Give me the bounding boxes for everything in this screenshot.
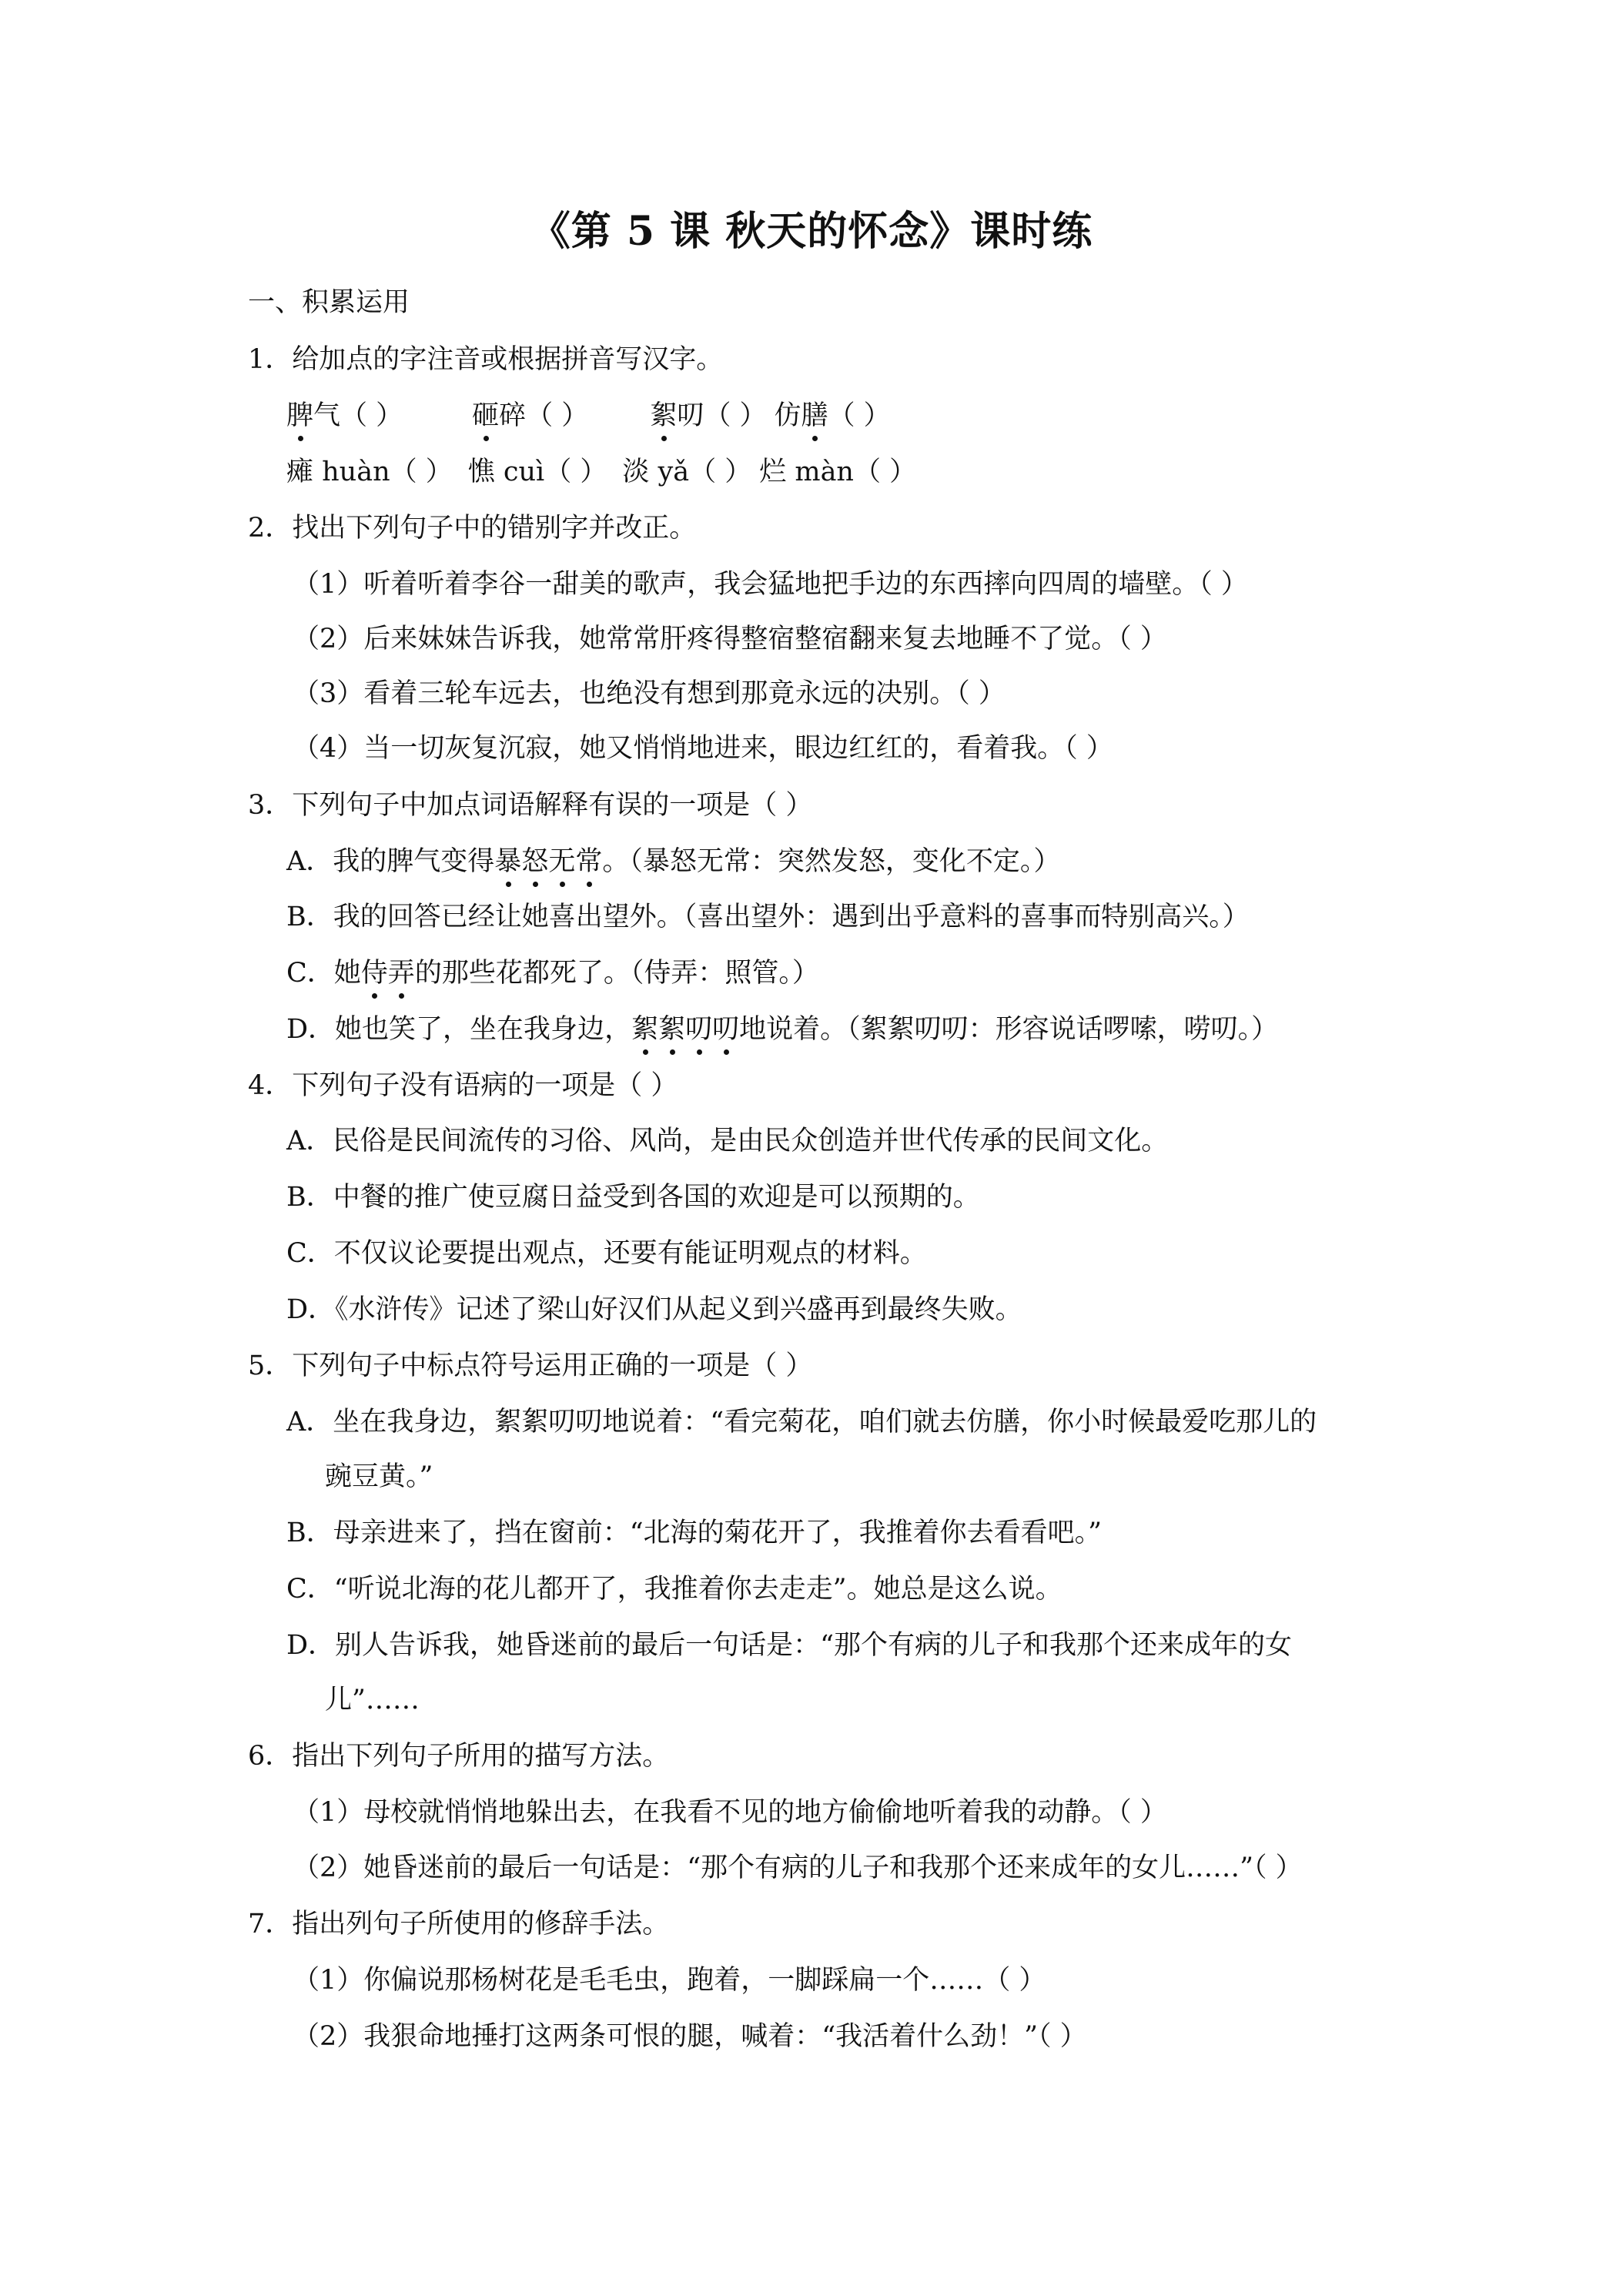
q1-item-1: 脾气（ ） bbox=[286, 400, 403, 431]
question-5-option-d: D．别人告诉我，她昏迷前的最后一句话是：“那个有病的儿子和我那个还来成年的女 bbox=[286, 1630, 1292, 1661]
page-title: 《第 5 课 秋天的怀念》课时练 bbox=[530, 208, 1093, 255]
q1-item-3: 絮叨（ ） bbox=[650, 400, 766, 431]
dotted-char: 脾 bbox=[286, 397, 313, 435]
question-6-stem: 6．指出下列句子所用的描写方法。 bbox=[248, 1741, 670, 1772]
question-5-stem: 5．下列句子中标点符号运用正确的一项是（ ） bbox=[248, 1350, 813, 1381]
question-2-item: （4）当一切灰复沉寂，她又悄悄地进来，眼边红红的，看着我。（ ） bbox=[293, 733, 1113, 764]
question-6-item: （1）母校就悄悄地躲出去，在我看不见的地方偷偷地听着我的动静。（ ） bbox=[293, 1797, 1167, 1828]
dotted-char: 侍 bbox=[361, 954, 388, 992]
q1-pinyin-1: 瘫 huàn（ ） bbox=[286, 457, 453, 487]
q1-pinyin-2: 憔 cuì（ ） bbox=[467, 457, 607, 487]
question-3-option-b: B．我的回答已经让她喜出望外。（喜出望外：遇到出乎意料的喜事而特别高兴。） bbox=[286, 902, 1250, 932]
question-3-stem: 3．下列句子中加点词语解释有误的一项是（ ） bbox=[248, 790, 813, 821]
dotted-char: 怒 bbox=[521, 842, 548, 881]
question-4-option: A．民俗是民间流传的习俗、风尚，是由民众创造并世代传承的民间文化。 bbox=[286, 1126, 1169, 1156]
question-2-item: （2）后来妹妹告诉我，她常常肝疼得整宿整宿翻来复去地睡不了觉。（ ） bbox=[293, 624, 1167, 654]
question-5-option-a: A．坐在我身边，絮絮叨叨地说着：“看完菊花，咱们就去仿膳，你小时候最爱吃那儿的 bbox=[286, 1407, 1317, 1438]
question-7-stem: 7．指出列句子所使用的修辞手法。 bbox=[248, 1909, 670, 1940]
q1-item-4: 仿膳（ ） bbox=[774, 400, 890, 431]
q1-pinyin-3: 淡 yǎ（ ） bbox=[622, 457, 752, 487]
q1-pinyin-4: 烂 màn（ ） bbox=[759, 457, 917, 487]
question-4-option: D．《水浒传》记述了梁山好汉们从起义到兴盛再到最终失败。 bbox=[286, 1294, 1022, 1325]
dotted-char: 絮 bbox=[650, 397, 677, 435]
question-4-stem: 4．下列句子没有语病的一项是（ ） bbox=[248, 1070, 678, 1101]
question-1-row-2 bbox=[286, 453, 916, 491]
question-4-option: B．中餐的推广使豆腐日益受到各国的欢迎是可以预期的。 bbox=[286, 1182, 980, 1213]
question-3-option-a: A．我的脾气变得暴怒无常。（暴怒无常：突然发怒，变化不定。） bbox=[286, 842, 1060, 881]
dotted-char: 叨 bbox=[685, 1010, 712, 1049]
question-7-item: （2）我狠命地捶打这两条可恨的腿，喊着：“我活着什么劲！”（ ） bbox=[293, 2021, 1087, 2052]
dotted-char: 常 bbox=[575, 842, 602, 881]
dotted-char: 絮 bbox=[631, 1010, 658, 1049]
question-1-stem: 1．给加点的字注音或根据拼音写汉字。 bbox=[248, 344, 724, 375]
dotted-char: 叨 bbox=[712, 1010, 739, 1049]
question-2-item: （3）看着三轮车远去，也绝没有想到那竟永远的决别。（ ） bbox=[293, 678, 1006, 709]
dotted-char: 膳 bbox=[801, 397, 828, 435]
question-1-row-1 bbox=[286, 397, 891, 435]
question-3-option-d: D．她也笑了，坐在我身边，絮絮叨叨地说着。（絮絮叨叨：形容说话啰嗦，唠叨。） bbox=[286, 1010, 1278, 1049]
question-5-option-a-cont: 豌豆黄。” bbox=[325, 1461, 433, 1492]
question-5-option-d-cont: 儿”…… bbox=[325, 1685, 420, 1715]
question-6-item: （2）她昏迷前的最后一句话是：“那个有病的儿子和我那个还来成年的女儿……”（ ） bbox=[293, 1853, 1303, 1883]
question-3-option-c: C．她侍弄的那些花都死了。（侍弄：照管。） bbox=[286, 954, 819, 992]
question-2-stem: 2．找出下列句子中的错别字并改正。 bbox=[248, 513, 697, 544]
question-4-option: C．不仅议论要提出观点，还要有能证明观点的材料。 bbox=[286, 1238, 927, 1269]
dotted-char: 弄 bbox=[388, 954, 415, 992]
question-7-item: （1）你偏说那杨树花是毛毛虫，跑着，一脚踩扁一个……（ ） bbox=[293, 1965, 1046, 1996]
question-5-option-c: C．“听说北海的花儿都开了，我推着你去走走”。她总是这么说。 bbox=[286, 1574, 1062, 1605]
dotted-char: 絮 bbox=[658, 1010, 685, 1049]
q1-item-2: 砸碎（ ） bbox=[472, 400, 588, 431]
section-heading: 一、积累运用 bbox=[248, 287, 410, 318]
question-2-item: （1）听着听着李谷一甜美的歌声，我会猛地把手边的东西摔向四周的墙壁。（ ） bbox=[293, 569, 1248, 600]
dotted-char: 砸 bbox=[472, 397, 499, 435]
dotted-char: 暴 bbox=[494, 842, 521, 881]
dotted-char: 无 bbox=[548, 842, 575, 881]
question-5-option-b: B．母亲进来了，挡在窗前：“北海的菊花开了，我推着你去看看吧。” bbox=[286, 1518, 1103, 1548]
